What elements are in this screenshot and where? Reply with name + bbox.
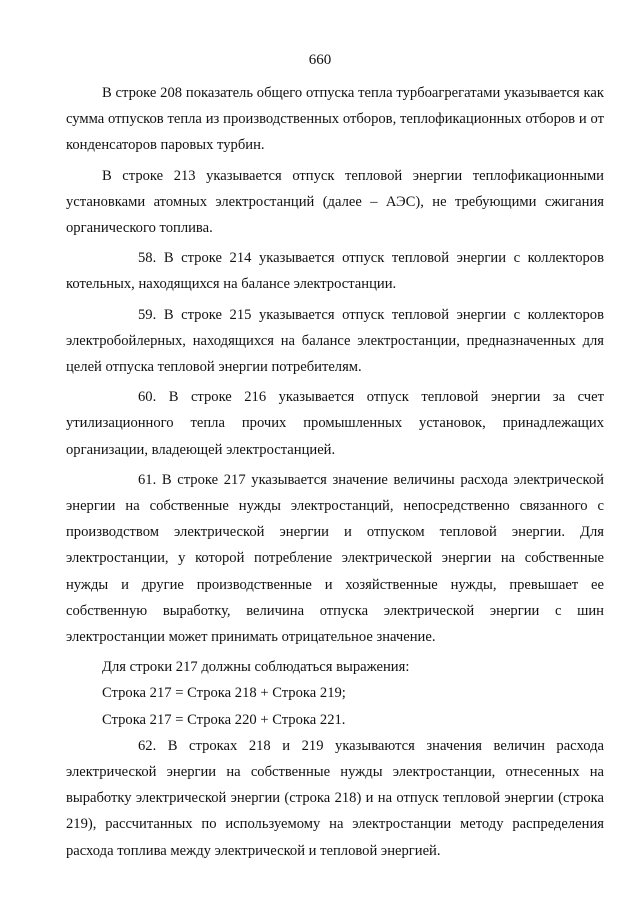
paragraph-58 [66, 245, 604, 297]
paragraph-text: В строке 215 указывается отпуск тепловой энергии с коллекторов электробойлерных, находящихся на балансе электростанции, предназначенных для целей отпуска тепловой энергии потребителям. [66, 306, 604, 376]
paragraph-number: 61. [138, 471, 157, 488]
paragraph-62 [66, 733, 604, 864]
paragraph-row-213 [66, 163, 604, 242]
document-body [66, 80, 604, 864]
paragraph-text: В строке 208 показатель общего отпуска тепла турбоагрегатами указывается как сумма отпусков тепла из производственных отборов, теплофикационных отборов и от конденсаторов паровых турбин. [66, 85, 604, 154]
paragraph-text: В строке 217 указывается значение величины расхода электрической энергии на собственные нужды электростанций, непосредственно связанного с производством электрической энергии и отпуском тепловой энергии. Для электростанции, у которой потребление электрической энергии на собственные нужды и другие производственные и хозяйственные нужды, превышает ее собственную выработку, величина отпуска электрической энергии с шин электростанции может принимать отрицательное значение. [66, 471, 604, 646]
paragraph-text: В строке 216 указывается отпуск тепловой энергии за счет утилизационного тепла прочих промышленных установок, принадлежащих организации, владеющей электростанцией. [66, 389, 604, 458]
paragraph-number: 59. [138, 306, 157, 323]
paragraph-number: 58. [138, 250, 157, 267]
page-number: 660 [308, 52, 332, 68]
paragraph-60 [66, 384, 604, 463]
formula-intro: Для строки 217 должны соблюдаться выражения: [102, 659, 410, 676]
formula-line-1: Строка 217 = Строка 218 + Строка 219; [102, 685, 346, 702]
paragraph-number: 62. [138, 737, 157, 754]
formula-line-2: Строка 217 = Строка 220 + Строка 221. [102, 711, 346, 728]
paragraph-61 [66, 467, 604, 650]
paragraph-text: В строке 214 указывается отпуск тепловой энергии с коллекторов котельных, находящихся на балансе электростанции. [66, 250, 604, 293]
paragraph-text: В строке 213 указывается отпуск тепловой энергии теплофикационными установками атомных электростанций (далее – АЭС), не требующими сжигания органического топлива. [66, 167, 604, 237]
paragraph-59 [66, 302, 604, 381]
paragraph-number: 60. [138, 389, 157, 406]
paragraph-text: В строках 218 и 219 указываются значения величин расхода электрической энергии на собственные нужды электростанции, отнесенных на выработку электрической энергии (строка 218) и на отпуск тепловой энергии (строка 219), рассчитанных по используемому на электростанции методу распределения расхода топлива между электрической и тепловой энергией. [66, 737, 604, 859]
paragraph-row-208 [66, 80, 604, 159]
